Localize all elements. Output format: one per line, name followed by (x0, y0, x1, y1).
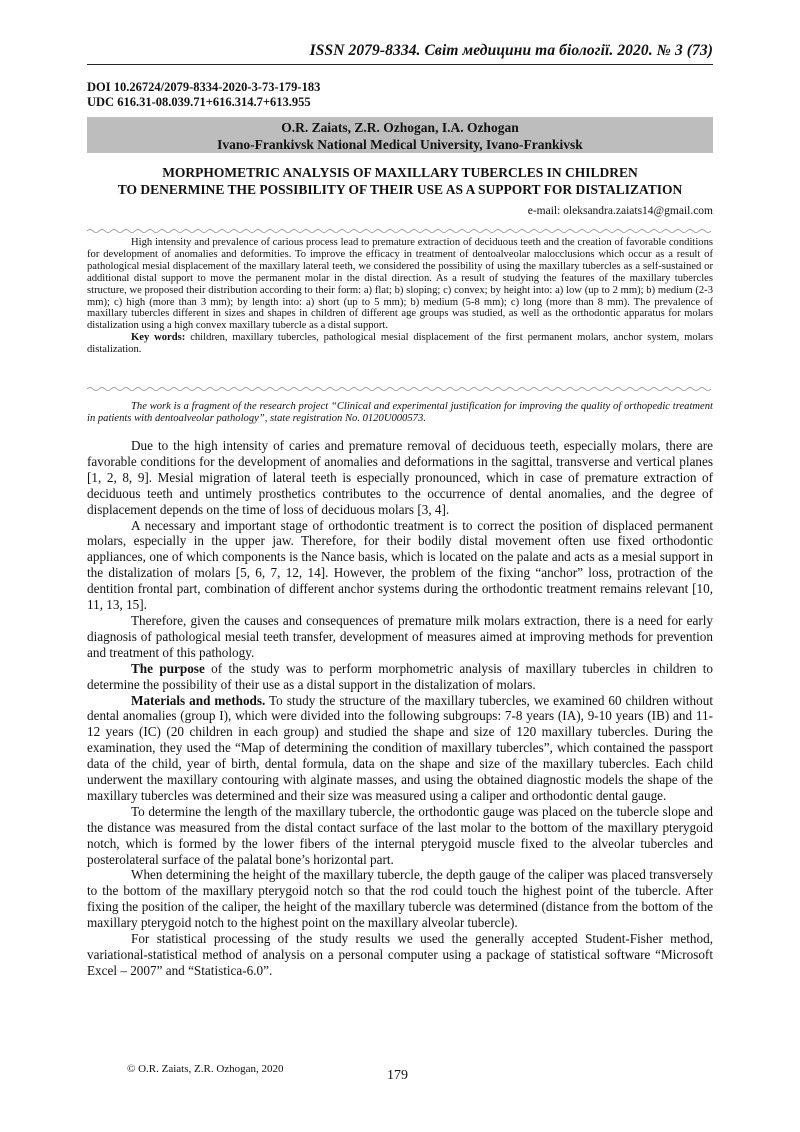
paragraph-height: When determining the height of the maxillary tubercle, the depth gauge of the caliper was placed transversely to the bottom of the maxillary pterygoid notch so that the rod could touch the highest point of the tubercle. After fixing the position of the caliper, the height of the maxillary tubercle was determined (distance from the bottom of the maxillary pterygoid notch to the highest point on the maxillary alveolar tubercle). (87, 867, 713, 931)
affiliation: Ivano-Frankivsk National Medical University, Ivano-Frankivsk (217, 137, 583, 152)
page-number: 179 (387, 1068, 408, 1083)
abstract-text: High intensity and prevalence of carious process lead to premature extraction of deciduous teeth and the creation of favorable conditions for development of anomalies and deformities. To improve the efficacy in treatment of dentoalveolar malocclusions which occur as a result of pathological mesial displacement of the maxillary lateral teeth, we considered the possibility of using the maxillary tubercles as a self-sustained or additional distal support to move the permanent molar in the distal direction. As a result of studying the features of the maxillary tubercles structure, we proposed their distribution according to their form: a) flat; b) sloping; c) convex; by height into: a) low (up to 2 mm); b) medium (2-3 mm); c) high (more than 3 mm); by length into: a) short (up to 5 mm); b) medium (5-8 mm); c) long (more than 8 mm). The prevalence of maxillary tubercles different in sizes and shapes in children of different age groups was studied, as well as the orthodontic apparatus for molars distalization using a high convex maxillary tubercle as a distal support. (87, 237, 713, 332)
journal-header: ISSN 2079-8334. Світ медицини та біології. 2020. № 3 (73) (309, 42, 713, 59)
author-email: e-mail: oleksandra.zaiats14@gmail.com (527, 205, 713, 217)
keywords-text: children, maxillary tubercles, pathological mesial displacement of the first permanent molars, anchor system, molars distalization. (87, 332, 713, 356)
udc: UDC 616.31-08.039.71+616.314.7+613.955 (87, 95, 311, 109)
paragraph-intro-3: Therefore, given the causes and consequences of premature milk molars extraction, there is a need for early diagnosis of pathological mesial teeth transfer, development of measures aimed at improving methods for prevention and treatment of this pathology. (87, 612, 713, 660)
paragraph-intro-2: A necessary and important stage of orthodontic treatment is to correct the position of displaced permanent molars, especially in the upper jaw. Therefore, for their bodily distal movement often use fixed orthodontic appliances, one of which components is the Nance basis, which is located on the palate and acts as a mesial support in the distalization of molars [5, 6, 7, 12, 14]. However, the problem of the fixing “anchor” loss, protraction of the dentition frontal part, combination of different anchor systems during the orthodontic treatment remains relevant [10, 11, 13, 15]. (87, 517, 713, 613)
abstract (87, 237, 713, 356)
paper-title (87, 164, 713, 198)
title-line-2: TO DENERMINE THE POSSIBILITY OF THEIR USE AS A SUPPORT FOR DISTALIZATION (117, 182, 683, 197)
paragraph-purpose (87, 661, 713, 693)
doi: DOI 10.26724/2079-8334-2020-3-73-179-183 (87, 80, 321, 94)
wave-divider-top (87, 228, 713, 234)
paragraph-length: To determine the length of the maxillary tubercle, the orthodontic gauge was placed on the tubercle slope and the distance was measured from the distal contact surface of the last molar to the bottom of the maxillary pterygoid notch, which is formed by the lower fibers of the internal pterygoid muscle fixed to the alveolar tubercles and posterolateral surface of the palatal bone’s horizontal part. (87, 803, 713, 867)
funding-note: The work is a fragment of the research project “Clinical and experimental justification for improving the quality of orthopedic treatment in patients with dentoalveolar pathology”, state registration No. 0120U000573. (87, 401, 713, 424)
wave-divider-bottom (87, 386, 713, 392)
keywords-label: Key words: (131, 332, 186, 344)
purpose-text: of the study was to perform morphometric analysis of maxillary tubercles in children to determine the possibility of their use as a distal support in the distalization of molars. (87, 660, 713, 692)
header-rule (87, 64, 713, 65)
paragraph-intro-1: Due to the high intensity of caries and premature removal of deciduous teeth, especially molars, there are favorable conditions for the development of anomalies and deformations in the sagittal, transverse and vertical planes [1, 2, 8, 9]. Mesial migration of lateral teeth is especially pronounced, which in case of premature extraction of deciduous teeth and untimely prosthetics contributes to the occurrence of dental anomalies, and the degree of displacement depends on the time of loss of deciduous molars [3, 4]. (87, 438, 713, 517)
copyright: © O.R. Zaiats, Z.R. Ozhogan, 2020 (127, 1063, 284, 1075)
identifiers (87, 80, 320, 110)
purpose-label: The purpose (131, 660, 205, 676)
methods-label: Materials and methods. (131, 692, 266, 708)
authors: O.R. Zaiats, Z.R. Ozhogan, I.A. Ozhogan (281, 120, 519, 135)
keywords (87, 332, 713, 356)
paragraph-methods (87, 693, 713, 804)
authors-box (87, 117, 713, 153)
paragraph-statistics: For statistical processing of the study results we used the generally accepted Student-Fisher method, variational-statistical method of analysis on a personal computer using a package of statistical software “Microsoft Excel – 2007” and “Statistica-6.0”. (87, 931, 713, 978)
title-line-1: MORPHOMETRIC ANALYSIS OF MAXILLARY TUBERCLES IN CHILDREN (162, 165, 638, 180)
methods-text: To study the structure of the maxillary tubercles, we examined 60 children without dental anomalies (group I), which were divided into the following subgroups: 7-8 years (IA), 9-10 years (IB) and 11-12 years (IC) (20 children in each group) and studied the shape and size of 120 maxillary tubercles. During the examination, they used the “Map of determining the condition of maxillary tubercles”, which contained the passport data of the child, year of birth, dental formula, data on the shape and size of the maxillary tubercles. Each child underwent the maxillary contouring with alginate masses, and using the obtained diagnostic models the shape of the maxillary tubercles was determined and their size was measured using a caliper and orthodontic dental gauge. (87, 692, 713, 803)
body-text (87, 438, 713, 979)
